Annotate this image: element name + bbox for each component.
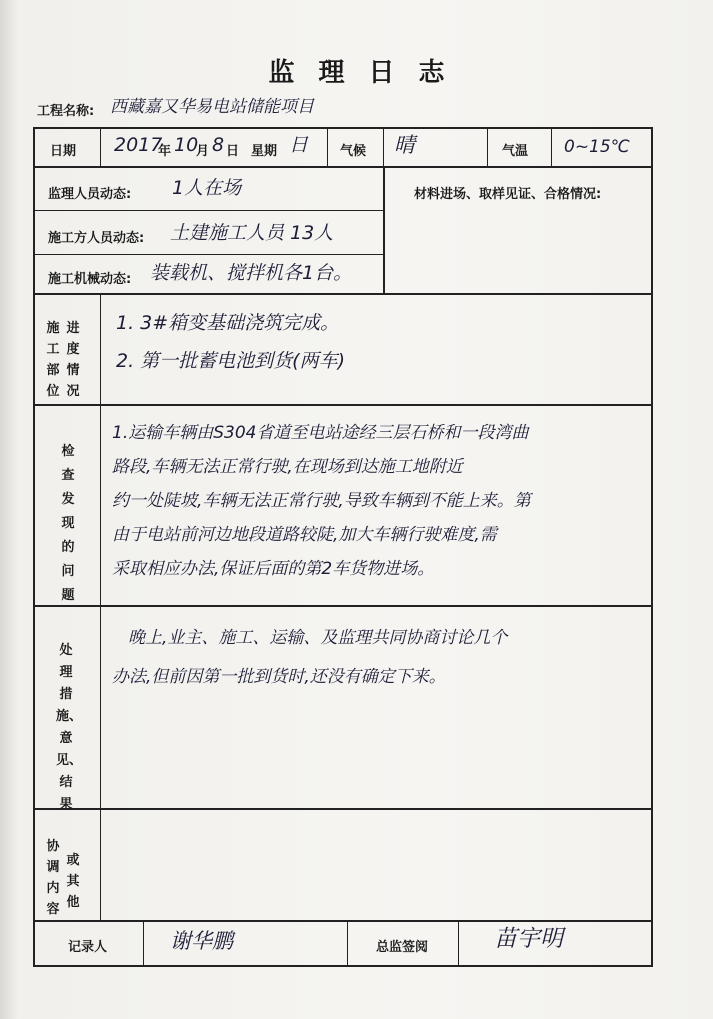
progress-line-1: 1. 3#箱变基础浇筑完成。 xyxy=(116,312,340,334)
year-char: 年 xyxy=(158,144,172,159)
machinery-label: 施工机械动态: xyxy=(48,272,132,287)
progress-label-right: 进度情况 xyxy=(66,321,80,399)
row-divider xyxy=(33,605,653,607)
materials-label: 材料进场、取样见证、合格情况: xyxy=(414,187,602,202)
day-char: 日 xyxy=(226,144,240,159)
measures-line-1: 晚上,业主、施工、运输、及监理共同协商讨论几个 xyxy=(128,628,508,648)
row-divider xyxy=(33,293,653,295)
measures-line-2: 办法,但前因第一批到货时,还没有确定下来。 xyxy=(112,667,446,687)
col-divider xyxy=(487,127,488,167)
supervisor-label: 监理人员动态: xyxy=(48,187,132,202)
date-year: 2017 xyxy=(114,134,163,156)
month-char: 月 xyxy=(196,144,210,159)
col-divider xyxy=(100,127,101,167)
row-divider xyxy=(33,210,383,211)
chief-label: 总监签阅 xyxy=(376,940,429,955)
issues-line-1: 1.运输车辆由S304省道至电站途经三层石桥和一段湾曲 xyxy=(112,423,529,443)
issues-line-3: 约一处陡坡,车辆无法正常行驶,导致车辆到不能上来。第 xyxy=(112,491,531,511)
date-label: 日期 xyxy=(50,144,77,159)
machinery-value: 装载机、搅拌机各1台。 xyxy=(150,262,353,284)
col-divider xyxy=(383,127,384,167)
date-month: 10 xyxy=(174,134,199,156)
measures-label: 处理措施、意见、结果 xyxy=(56,643,83,812)
contractor-label: 施工方人员动态: xyxy=(48,231,145,246)
recorder-signature: 谢华鹏 xyxy=(170,929,233,953)
progress-label-left: 施工部位 xyxy=(46,321,60,399)
project-label: 工程名称: xyxy=(37,104,95,119)
coordination-label-right: 或其他 xyxy=(66,853,80,910)
issues-label: 检查发现的问题 xyxy=(61,444,75,603)
weather-value: 晴 xyxy=(394,133,415,157)
weekday-value: 日 xyxy=(289,134,309,156)
col-divider xyxy=(100,294,101,921)
page-title: 监理日志 xyxy=(268,58,469,88)
row-divider xyxy=(33,254,383,255)
date-day: 8 xyxy=(212,134,225,156)
col-divider xyxy=(383,167,385,294)
temp-value: 0~15℃ xyxy=(564,137,630,157)
project-value: 西藏嘉又华易电站储能项目 xyxy=(110,97,314,117)
weather-label: 气候 xyxy=(340,144,367,159)
issues-line-4: 由于电站前河边地段道路较陡,加大车辆行驶难度,需 xyxy=(112,525,497,545)
coordination-label-left: 协调内容 xyxy=(46,839,60,917)
row-divider xyxy=(33,166,653,168)
col-divider xyxy=(551,127,552,167)
weekday-label: 星期 xyxy=(251,144,278,159)
issues-line-2: 路段,车辆无法正常行驶,在现场到达施工地附近 xyxy=(112,457,463,477)
temp-label: 气温 xyxy=(502,144,529,159)
col-divider xyxy=(327,127,328,167)
row-divider xyxy=(33,808,653,810)
col-divider xyxy=(458,921,459,967)
recorder-label: 记录人 xyxy=(68,940,108,955)
row-divider xyxy=(33,404,653,406)
progress-line-2: 2. 第一批蓄电池到货(两车) xyxy=(116,350,345,372)
col-divider xyxy=(143,921,144,967)
contractor-value: 土建施工人员 13人 xyxy=(170,222,334,244)
col-divider xyxy=(347,921,348,967)
supervisor-value: 1人在场 xyxy=(172,177,242,199)
issues-line-5: 采取相应办法,保证后面的第2车货物进场。 xyxy=(112,559,435,579)
chief-signature: 苗宇明 xyxy=(494,926,563,952)
